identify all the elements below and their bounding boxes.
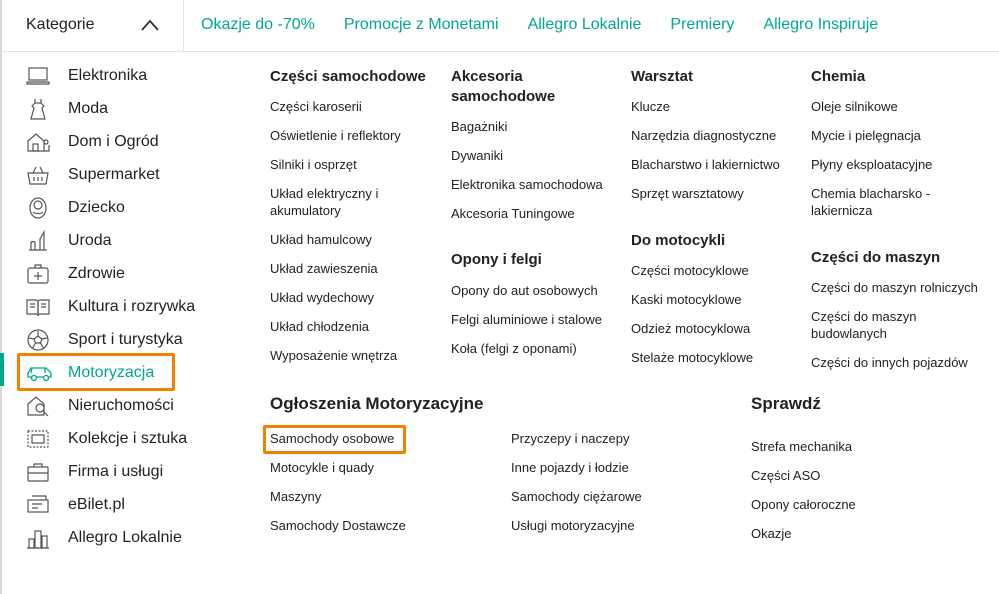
category-link[interactable]: Samochody Dostawcze: [270, 518, 406, 533]
section-title: Akcesoria samochodowe: [451, 68, 556, 105]
sidebar-item-label: Uroda: [68, 232, 112, 249]
category-link[interactable]: Układ chłodzenia: [270, 319, 370, 334]
sidebar-item-label: Kultura i rozrywka: [68, 298, 196, 315]
section-title: Warsztat: [631, 68, 693, 85]
first-aid-icon: [26, 263, 50, 285]
category-link[interactable]: Narzędzia diagnostyczne: [631, 128, 777, 143]
section-title: Chemia: [811, 68, 866, 85]
section-title: Sprawdź: [751, 394, 821, 413]
category-link[interactable]: Akcesoria Tuningowe: [451, 206, 575, 221]
cosmetics-icon: [26, 230, 50, 252]
category-link[interactable]: Usługi motoryzacyjne: [511, 518, 635, 533]
category-link[interactable]: Układ wydechowy: [270, 290, 375, 305]
sidebar-item-label: Allegro Lokalnie: [68, 529, 182, 546]
sidebar-item-uroda[interactable]: [24, 225, 224, 258]
sidebar-item-nieruchomosci[interactable]: [24, 390, 224, 423]
city-icon: [26, 527, 50, 549]
categories-toggle-button[interactable]: [2, 0, 184, 52]
category-link-samochody-osobowe[interactable]: Samochody osobowe: [270, 431, 395, 446]
category-link[interactable]: Części karoserii: [270, 99, 362, 114]
sidebar-item-dziecko[interactable]: [24, 192, 224, 225]
sidebar-item-kultura[interactable]: [24, 291, 224, 324]
sidebar-item-firma[interactable]: [24, 456, 224, 489]
active-category-indicator: [0, 353, 4, 386]
category-link[interactable]: Okazje: [751, 526, 792, 541]
section-title: Opony i felgi: [451, 251, 542, 268]
sidebar-item-label: Dom i Ogród: [68, 133, 159, 150]
sidebar-item-label: Motoryzacja: [68, 364, 155, 381]
category-link[interactable]: Przyczepy i naczepy: [511, 431, 630, 446]
page-left-border: [0, 0, 2, 594]
promo-link-promocje[interactable]: Promocje z Monetami: [343, 16, 499, 33]
sidebar-item-dom[interactable]: [24, 126, 224, 159]
promo-link-premiery[interactable]: Premiery: [670, 16, 735, 33]
promo-link-okazje[interactable]: Okazje do -70%: [201, 16, 315, 33]
ticket-icon: [26, 494, 50, 516]
sidebar-item-label: Dziecko: [68, 199, 125, 216]
sidebar-item-label: Firma i usługi: [68, 463, 164, 480]
promo-link-inspiruje[interactable]: Allegro Inspiruje: [763, 16, 879, 33]
sidebar-item-label: eBilet.pl: [68, 496, 125, 513]
sidebar-item-motoryzacja[interactable]: [24, 357, 224, 390]
category-link[interactable]: Elektronika samochodowa: [451, 177, 603, 192]
book-icon: [26, 296, 50, 318]
category-link[interactable]: Opony do aut osobowych: [451, 283, 598, 298]
category-link[interactable]: Odzież motocyklowa: [631, 321, 751, 336]
category-link[interactable]: Maszyny: [270, 489, 322, 504]
briefcase-icon: [26, 461, 50, 483]
category-link[interactable]: Części motocyklowe: [631, 263, 749, 278]
category-link[interactable]: Klucze: [631, 99, 671, 114]
sidebar-item-zdrowie[interactable]: [24, 258, 224, 291]
category-link[interactable]: Mycie i pielęgnacja: [811, 128, 921, 143]
sidebar-item-label: Supermarket: [68, 166, 160, 183]
category-link[interactable]: Układ zawieszenia: [270, 261, 378, 276]
sidebar-item-label: Zdrowie: [68, 265, 125, 282]
laptop-icon: [26, 65, 50, 87]
category-link[interactable]: Części do maszyn rolniczych: [811, 280, 978, 295]
category-link[interactable]: Opony całoroczne: [751, 497, 856, 512]
category-link[interactable]: Części do innych pojazdów: [811, 355, 968, 370]
category-link[interactable]: Chemia blacharsko - lakiernicza: [811, 186, 931, 218]
category-topbar: [2, 0, 999, 52]
category-link[interactable]: Koła (felgi z oponami): [451, 341, 577, 356]
sidebar-item-label: Sport i turystyka: [68, 331, 183, 348]
car-icon: [26, 362, 50, 384]
category-link[interactable]: Części do maszyn budowlanych: [811, 309, 917, 341]
category-link[interactable]: Sprzęt warsztatowy: [631, 186, 744, 201]
category-link[interactable]: Inne pojazdy i łodzie: [511, 460, 629, 475]
section-title: Ogłoszenia Motoryzacyjne: [270, 394, 484, 413]
category-link[interactable]: Części ASO: [751, 468, 821, 483]
category-link[interactable]: Blacharstwo i lakiernictwo: [631, 157, 780, 172]
category-link[interactable]: Dywaniki: [451, 148, 504, 163]
promo-link-lokalnie[interactable]: Allegro Lokalnie: [527, 16, 642, 33]
promo-links: [201, 16, 907, 34]
sidebar-item-label: Nieruchomości: [68, 397, 174, 414]
category-link[interactable]: Układ hamulcowy: [270, 232, 372, 247]
category-link[interactable]: Układ elektryczny i akumulatory: [270, 186, 379, 218]
sidebar-item-label: Moda: [68, 100, 109, 117]
category-link[interactable]: Oleje silnikowe: [811, 99, 898, 114]
house-search-icon: [26, 395, 50, 417]
sidebar-item-moda[interactable]: [24, 93, 224, 126]
baby-icon: [26, 197, 50, 219]
stamp-icon: [26, 428, 50, 450]
categories-toggle-label: Kategorie: [26, 16, 95, 33]
section-title: Części do maszyn: [811, 249, 941, 266]
category-link[interactable]: Bagażniki: [451, 119, 508, 134]
dress-icon: [26, 98, 50, 120]
section-title: Do motocykli: [631, 232, 726, 249]
sidebar-item-sport[interactable]: [24, 324, 224, 357]
chevron-up-icon: [140, 18, 160, 32]
house-icon: [26, 131, 50, 153]
category-link[interactable]: Samochody ciężarowe: [511, 489, 642, 504]
category-link[interactable]: Płyny eksploatacyjne: [811, 157, 933, 172]
category-link[interactable]: Wyposażenie wnętrza: [270, 348, 398, 363]
sidebar-item-ebilet[interactable]: [24, 489, 224, 522]
category-link[interactable]: Silniki i osprzęt: [270, 157, 357, 172]
category-link[interactable]: Strefa mechanika: [751, 439, 853, 454]
sidebar-item-kolekcje[interactable]: [24, 423, 224, 456]
section-title: Części samochodowe: [270, 68, 426, 85]
category-link[interactable]: Stelaże motocyklowe: [631, 350, 754, 365]
category-link[interactable]: Oświetlenie i reflektory: [270, 128, 401, 143]
basket-icon: [26, 164, 50, 186]
sidebar-item-label: Kolekcje i sztuka: [68, 430, 188, 447]
sidebar-item-lokalnie[interactable]: [24, 522, 224, 555]
sidebar-item-supermarket[interactable]: [24, 159, 224, 192]
category-link[interactable]: Kaski motocyklowe: [631, 292, 742, 307]
ball-icon: [26, 329, 50, 351]
sidebar-item-label: Elektronika: [68, 67, 148, 84]
category-link[interactable]: Motocykle i quady: [270, 460, 375, 475]
category-link[interactable]: Felgi aluminiowe i stalowe: [451, 312, 603, 327]
sidebar-item-elektronika[interactable]: [24, 60, 224, 93]
